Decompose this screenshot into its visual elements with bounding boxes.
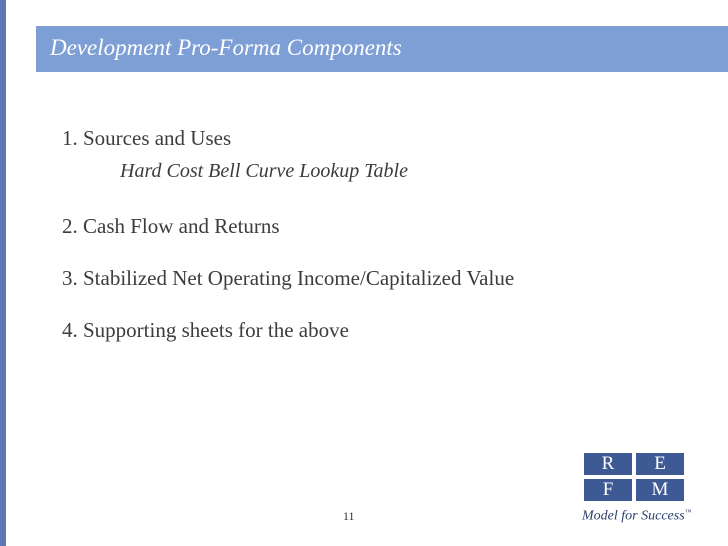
rfem-logo	[584, 453, 694, 529]
left-accent-bar	[0, 0, 6, 546]
logo-letter-f: F	[584, 479, 632, 501]
slide-title: Development Pro-Forma Components	[50, 35, 402, 60]
logo-tagline	[582, 508, 692, 525]
logo-letter-e: E	[636, 453, 684, 475]
list-item-cash-flow: 2. Cash Flow and Returns	[62, 214, 280, 238]
page-number: 11	[343, 509, 355, 523]
logo-letter-m: M	[636, 479, 684, 501]
list-item-stabilized-noi: 3. Stabilized Net Operating Income/Capitalized Value	[62, 266, 515, 290]
sub-item-hard-cost-table: Hard Cost Bell Curve Lookup Table	[120, 160, 408, 182]
logo-letter-r: R	[584, 453, 632, 475]
trademark-mark: ™	[684, 508, 692, 516]
list-item-sources-uses: 1. Sources and Uses	[62, 126, 232, 150]
title-bar	[36, 26, 728, 72]
logo-tagline-text: Model for Success	[582, 508, 685, 524]
list-item-supporting-sheets: 4. Supporting sheets for the above	[62, 318, 349, 342]
